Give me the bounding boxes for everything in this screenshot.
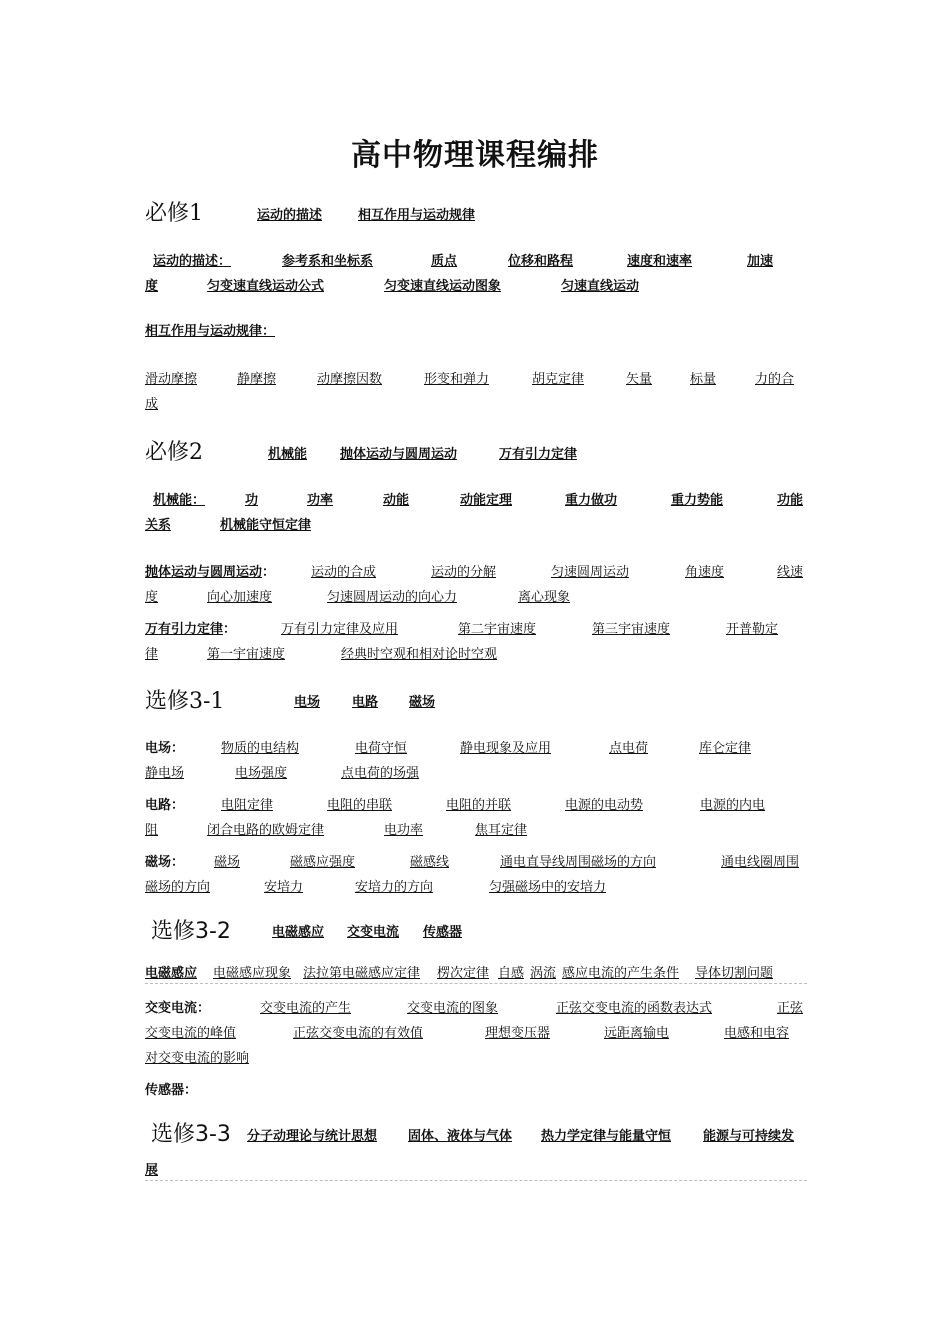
- topic-link[interactable]: 重力做功: [565, 493, 618, 508]
- topic-link[interactable]: 理想变压器: [485, 1026, 551, 1041]
- link-gravitation[interactable]: 万有引力定律: [499, 447, 578, 462]
- link-energy-sustainability[interactable]: 能源与可持续发: [703, 1129, 795, 1144]
- topic-link[interactable]: 参考系和坐标系: [282, 254, 374, 269]
- link-mechanical-energy[interactable]: 机械能: [268, 447, 308, 462]
- topic-heading-colon: ：: [262, 565, 276, 580]
- topic-link[interactable]: 速度和速率: [627, 254, 693, 269]
- topic-link[interactable]: 涡流: [530, 966, 557, 981]
- topic-link[interactable]: 关系: [145, 518, 172, 533]
- topic-link[interactable]: 万有引力定律及应用: [281, 622, 399, 637]
- topic-link[interactable]: 功能: [777, 493, 804, 508]
- topic-link[interactable]: 第三宇宙速度: [592, 622, 671, 637]
- topic-link[interactable]: 质点: [431, 254, 458, 269]
- topic-link[interactable]: 匀强磁场中的安培力: [489, 880, 607, 895]
- topic-link[interactable]: 动能: [383, 493, 410, 508]
- link-electric-field[interactable]: 电场: [294, 695, 321, 710]
- topic-link[interactable]: 经典时空观和相对论时空观: [341, 647, 498, 662]
- topic-link[interactable]: 匀速圆周运动: [551, 565, 630, 580]
- topic-heading: 传感器：: [145, 1083, 198, 1098]
- topic-link[interactable]: 静摩擦: [237, 372, 277, 387]
- link-force-motion[interactable]: 相互作用与运动规律: [358, 208, 476, 223]
- topic-link[interactable]: 静电现象及应用: [460, 741, 552, 756]
- topic-link[interactable]: 位移和路程: [508, 254, 574, 269]
- topic-link[interactable]: 交变电流的图象: [407, 1001, 499, 1016]
- link-motion-description[interactable]: 运动的描述: [257, 208, 323, 223]
- topic-link[interactable]: 正弦交变电流的有效值: [293, 1026, 424, 1041]
- topic-link[interactable]: 标量: [690, 372, 717, 387]
- topic-link[interactable]: 对交变电流的影响: [145, 1051, 250, 1066]
- topic-link[interactable]: 胡克定律: [532, 372, 585, 387]
- module-title: 选修3-2: [151, 919, 231, 944]
- topic-link[interactable]: 正弦: [777, 1001, 804, 1016]
- topic-link[interactable]: 磁场的方向: [145, 880, 211, 895]
- topic-heading-text: 抛体运动与圆周运动: [145, 565, 263, 580]
- module-title: 选修3-1: [145, 689, 225, 714]
- topic-link[interactable]: 电感和电容: [724, 1026, 790, 1041]
- link-circuit[interactable]: 电路: [352, 695, 379, 710]
- topic-heading: 交变电流：: [145, 1001, 211, 1016]
- topic-link[interactable]: 导体切割问题: [695, 966, 774, 981]
- topic-link[interactable]: 电源的内电: [700, 798, 766, 813]
- topic-link[interactable]: 机械能守恒定律: [220, 518, 312, 533]
- link-molecular-kinetic[interactable]: 分子动理论与统计思想: [247, 1129, 378, 1144]
- topic-heading-colon: ：: [223, 622, 237, 637]
- topic-heading: 机械能：: [153, 493, 206, 508]
- topic-link[interactable]: 交变电流的产生: [260, 1001, 352, 1016]
- topic-link[interactable]: 通电直导线周围磁场的方向: [500, 855, 657, 870]
- topic-link[interactable]: 匀变速直线运动公式: [207, 279, 325, 294]
- topic-link[interactable]: 动摩擦因数: [317, 372, 383, 387]
- topic-link[interactable]: 电阻的串联: [327, 798, 393, 813]
- topic-link[interactable]: 电源的电动势: [565, 798, 644, 813]
- topic-link[interactable]: 动能定理: [460, 493, 513, 508]
- topic-link[interactable]: 匀速圆周运动的向心力: [327, 590, 458, 605]
- topic-link[interactable]: 库仑定律: [699, 741, 752, 756]
- module-title: 必修1: [145, 201, 203, 226]
- topic-link[interactable]: 电磁感应现象: [213, 966, 292, 981]
- topic-link[interactable]: 安培力: [264, 880, 304, 895]
- topic-link[interactable]: 度: [145, 279, 159, 294]
- divider: [145, 1180, 807, 1181]
- topic-link[interactable]: 功: [245, 493, 259, 508]
- topic-link[interactable]: 电阻定律: [221, 798, 274, 813]
- topic-heading: 电场：: [145, 741, 185, 756]
- topic-link[interactable]: 度: [145, 590, 159, 605]
- topic-heading: [145, 618, 236, 637]
- link-projectile-circular[interactable]: 抛体运动与圆周运动: [340, 447, 458, 462]
- topic-link[interactable]: 离心现象: [518, 590, 571, 605]
- topic-link[interactable]: 感应电流的产生条件: [562, 966, 680, 981]
- topic-link[interactable]: 力的合: [755, 372, 795, 387]
- topic-link[interactable]: 匀速直线运动: [561, 279, 640, 294]
- topic-link[interactable]: 通电线圈周围: [721, 855, 800, 870]
- topic-link[interactable]: 闭合电路的欧姆定律: [207, 823, 325, 838]
- link-solid-liquid-gas[interactable]: 固体、液体与气体: [408, 1129, 513, 1144]
- topic-heading-text: 万有引力定律: [145, 622, 224, 637]
- link-energy-sustainability-cont[interactable]: 展: [145, 1163, 159, 1178]
- topic-link[interactable]: 角速度: [685, 565, 725, 580]
- topic-link[interactable]: 交变电流的峰值: [145, 1026, 237, 1041]
- link-sensor[interactable]: 传感器: [423, 925, 463, 940]
- topic-link[interactable]: 点电荷的场强: [341, 766, 420, 781]
- topic-link[interactable]: 形变和弹力: [424, 372, 490, 387]
- topic-link[interactable]: 远距离输电: [604, 1026, 670, 1041]
- topic-link[interactable]: 滑动摩擦: [145, 372, 198, 387]
- topic-heading: 磁场：: [145, 855, 185, 870]
- topic-link[interactable]: 电场强度: [235, 766, 288, 781]
- topic-link[interactable]: 电功率: [384, 823, 424, 838]
- topic-link[interactable]: 物质的电结构: [221, 741, 300, 756]
- module-title: 选修3-3: [151, 1122, 231, 1147]
- topic-link[interactable]: 重力势能: [671, 493, 724, 508]
- topic-link[interactable]: 运动的分解: [431, 565, 497, 580]
- topic-link[interactable]: 向心加速度: [207, 590, 273, 605]
- topic-link[interactable]: 正弦交变电流的函数表达式: [556, 1001, 713, 1016]
- topic-link[interactable]: 线速: [777, 565, 804, 580]
- topic-link[interactable]: 运动的合成: [311, 565, 377, 580]
- topic-link[interactable]: 静电场: [145, 766, 185, 781]
- topic-link[interactable]: 法拉第电磁感应定律: [303, 966, 421, 981]
- topic-link[interactable]: 第一宇宙速度: [207, 647, 286, 662]
- topic-link[interactable]: 磁感应强度: [290, 855, 356, 870]
- topic-link[interactable]: 点电荷: [609, 741, 649, 756]
- topic-heading: 电磁感应: [145, 966, 198, 981]
- topic-link[interactable]: 楞次定律: [437, 966, 490, 981]
- topic-link[interactable]: 安培力的方向: [355, 880, 434, 895]
- link-magnetic-field[interactable]: 磁场: [409, 695, 436, 710]
- topic-link[interactable]: 磁感线: [410, 855, 450, 870]
- topic-link[interactable]: 加速: [747, 254, 774, 269]
- topic-heading: 运动的描述：: [153, 254, 232, 269]
- topic-link[interactable]: 匀变速直线运动图象: [384, 279, 502, 294]
- page-title: 高中物理课程编排: [351, 138, 599, 173]
- topic-link[interactable]: 第二宇宙速度: [458, 622, 537, 637]
- topic-heading: [145, 561, 275, 580]
- topic-heading: 相互作用与运动规律：: [145, 324, 276, 339]
- topic-link[interactable]: 磁场: [214, 855, 241, 870]
- topic-heading: 电路：: [145, 798, 185, 813]
- topic-link[interactable]: 开普勒定: [726, 622, 779, 637]
- module-title: 必修2: [145, 440, 203, 465]
- topic-link[interactable]: 电阻的并联: [446, 798, 512, 813]
- link-alternating-current[interactable]: 交变电流: [347, 925, 400, 940]
- topic-link[interactable]: 矢量: [626, 372, 653, 387]
- topic-link[interactable]: 电荷守恒: [355, 741, 408, 756]
- topic-link[interactable]: 阻: [145, 823, 159, 838]
- topic-link[interactable]: 成: [145, 397, 159, 412]
- divider: [145, 983, 807, 984]
- link-electromagnetic-induction[interactable]: 电磁感应: [272, 925, 325, 940]
- topic-link[interactable]: 律: [145, 647, 159, 662]
- topic-link[interactable]: 功率: [307, 493, 334, 508]
- topic-link[interactable]: 自感: [498, 966, 525, 981]
- link-thermodynamics[interactable]: 热力学定律与能量守恒: [541, 1129, 672, 1144]
- topic-link[interactable]: 焦耳定律: [475, 823, 528, 838]
